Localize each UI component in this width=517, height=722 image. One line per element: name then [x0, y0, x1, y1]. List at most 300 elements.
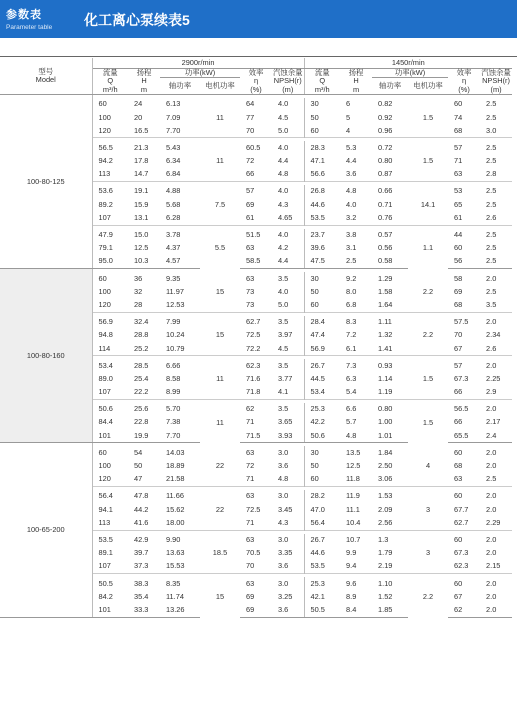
efficiency-cell: 60.5	[246, 142, 261, 152]
shaft-power-cell: 6.66	[166, 360, 181, 370]
efficiency-cell: 66	[246, 169, 255, 179]
flow-cell: 47.4	[310, 330, 325, 340]
npsh-cell: 3.0	[272, 446, 304, 459]
flow-header-1: 流量 Q m³/h	[92, 69, 128, 95]
efficiency-cell: 61	[246, 212, 255, 222]
head-cell: 22.2	[134, 387, 149, 397]
shaft-power-cell: 1.85	[372, 603, 408, 617]
shaft-power-cell: 1.29	[378, 273, 393, 283]
npsh-cell: 3.5	[272, 403, 304, 416]
npsh-header-1: 汽蚀余量 NPSH(r) (m)	[272, 68, 303, 94]
npsh-cell: 4.0	[272, 141, 304, 154]
flow-cell: 94.8	[98, 330, 113, 340]
npsh-cell: 3.97	[272, 329, 304, 342]
efficiency-cell: 70	[454, 330, 463, 340]
npsh-cell: 4.4	[272, 255, 304, 269]
head-cell: 38.3	[134, 578, 149, 588]
head-cell: 25.2	[134, 343, 149, 353]
efficiency-cell: 72	[246, 461, 255, 471]
shaft-power-cell: 0.96	[378, 125, 393, 135]
motor-power-cell: 14.1	[420, 199, 436, 209]
motor-power-cell: 1.5	[422, 112, 434, 122]
flow-cell: 89.0	[98, 373, 113, 383]
npsh-cell: 2.5	[486, 243, 497, 253]
efficiency-cell: 62.7	[454, 517, 469, 527]
npsh-cell: 2.0	[486, 491, 497, 501]
shaft-power-cell: 6.13	[166, 99, 181, 109]
shaft-power-cell: 0.56	[378, 243, 393, 253]
motor-power-cell: 18.5	[212, 548, 228, 558]
npsh-cell: 3.5	[272, 359, 304, 372]
shaft-power-cell: 7.09	[166, 112, 181, 122]
head-cell: 42.9	[134, 534, 149, 544]
npsh-cell: 2.17	[486, 417, 501, 427]
motor-power-cell: 1.5	[422, 373, 434, 383]
head-cell: 5	[346, 112, 351, 122]
efficiency-cell: 60	[454, 491, 463, 501]
npsh-cell: 2.0	[486, 534, 497, 544]
efficiency-cell: 53	[454, 186, 463, 196]
head-cell: 28.5	[134, 360, 149, 370]
shaft-power-cell: 6.84	[166, 169, 181, 179]
head-cell: 9.9	[346, 548, 357, 558]
npsh-cell: 4.0	[272, 98, 304, 111]
npsh-cell: 3.6	[272, 603, 304, 617]
flow-cell: 26.7	[310, 534, 325, 544]
npsh-cell: 2.29	[486, 517, 501, 527]
shaft-power-cell: 1.52	[378, 591, 393, 601]
head-cell: 37.3	[134, 561, 149, 571]
shaft-power-cell: 8.99	[166, 387, 181, 397]
efficiency-cell: 72.2	[246, 343, 261, 353]
npsh-cell: 3.45	[272, 503, 304, 516]
motor-power-cell: 11	[216, 417, 224, 427]
motor-power-cell: 22	[215, 504, 225, 514]
efficiency-cell: 58.5	[240, 255, 272, 269]
efficiency-cell: 63	[454, 169, 463, 179]
flow-cell: 26.8	[310, 186, 325, 196]
head-cell: 3.2	[346, 212, 357, 222]
shaft-power-cell: 13.63	[166, 548, 185, 558]
shaft-power-cell: 0.72	[378, 142, 393, 152]
head-cell: 13.5	[346, 447, 361, 457]
flow-cell: 50	[310, 286, 319, 296]
flow-cell: 107	[98, 561, 111, 571]
shaft-power-cell: 1.58	[378, 286, 393, 296]
npsh-cell: 3.6	[272, 560, 304, 574]
efficiency-cell: 68	[454, 299, 463, 309]
npsh-cell: 3.77	[272, 372, 304, 385]
table-top-rule	[0, 56, 517, 57]
efficiency-cell: 63	[246, 243, 255, 253]
head-header-1: 扬程 H m	[128, 69, 160, 95]
npsh-cell: 2.0	[480, 603, 512, 617]
flow-cell: 95.0	[92, 255, 128, 269]
shaft-power-cell: 0.71	[378, 199, 393, 209]
shaft-power-cell: 1.53	[378, 491, 393, 501]
flow-cell: 100	[98, 112, 111, 122]
shaft-power-cell: 7.99	[166, 317, 181, 327]
shaft-power-cell: 0.87	[378, 169, 393, 179]
motor-power-cell: 3	[425, 548, 431, 558]
flow-cell: 60	[98, 447, 107, 457]
efficiency-cell: 60	[454, 534, 463, 544]
head-cell: 11.1	[346, 504, 360, 514]
motor-power-cell: 15	[215, 330, 225, 340]
shaft-power-cell: 1.11	[378, 317, 392, 327]
efficiency-cell: 73	[246, 299, 255, 309]
eff-header-2: 效率 η (%)	[448, 69, 480, 95]
efficiency-cell: 68	[454, 461, 463, 471]
flow-cell: 47.5	[304, 255, 340, 269]
shaft-power-cell: 4.88	[166, 186, 181, 196]
flow-cell: 23.7	[310, 230, 325, 240]
npsh-cell: 2.9	[486, 387, 497, 397]
flow-cell: 53.6	[98, 186, 113, 196]
npsh-cell: 2.6	[486, 212, 497, 222]
flow-cell: 113	[98, 169, 111, 179]
head-cell: 5.7	[346, 417, 357, 427]
flow-cell: 56.9	[310, 343, 325, 353]
head-cell: 41.6	[134, 517, 149, 527]
flow-cell: 79.1	[98, 243, 113, 253]
shaft-power-cell: 6.34	[166, 156, 181, 166]
flow-cell: 89.1	[98, 548, 113, 558]
head-cell: 3.8	[346, 230, 357, 240]
model-header	[0, 58, 92, 94]
efficiency-cell: 57	[246, 186, 255, 196]
flow-header-2: 流量 Q m³/h	[304, 69, 340, 95]
page-header	[0, 0, 517, 38]
efficiency-cell: 62	[448, 603, 480, 617]
flow-cell: 107	[98, 212, 111, 222]
head-cell: 3.1	[346, 243, 357, 253]
motor-power-cell: 11	[216, 112, 224, 122]
npsh-cell: 3.25	[272, 590, 304, 603]
efficiency-cell: 71.5	[240, 429, 272, 443]
shaft-power-cell: 8.35	[166, 578, 181, 588]
flow-cell: 84.4	[98, 417, 113, 427]
npsh-cell: 2.0	[486, 317, 497, 327]
efficiency-cell: 71	[246, 474, 255, 484]
flow-cell: 50.6	[304, 429, 340, 443]
efficiency-cell: 72.5	[246, 330, 261, 340]
motor-power-cell: 1.1	[422, 243, 434, 253]
head-cell: 25.6	[134, 404, 149, 414]
model-name: 100-65-200	[0, 443, 92, 617]
shaft-power-cell: 12.53	[166, 299, 185, 309]
head-cell: 13.1	[134, 212, 149, 222]
shaft-power-cell: 11.66	[166, 491, 184, 501]
npsh-cell: 2.5	[486, 156, 497, 166]
shaft-power-header-2: 轴功率	[372, 78, 408, 95]
head-cell: 3.6	[346, 169, 357, 179]
flow-cell: 26.7	[310, 360, 325, 370]
efficiency-cell: 63	[454, 474, 463, 484]
head-cell: 10.4	[346, 517, 361, 527]
efficiency-cell: 68	[454, 125, 463, 135]
flow-cell: 56.9	[98, 317, 113, 327]
efficiency-cell: 56	[448, 255, 480, 269]
head-cell: 8.3	[346, 317, 357, 327]
head-cell: 5.4	[346, 387, 357, 397]
head-cell: 19.1	[134, 186, 149, 196]
npsh-cell: 4.5	[272, 342, 304, 356]
title-bar	[74, 0, 517, 38]
head-cell: 28	[134, 299, 143, 309]
flow-cell: 84.2	[98, 591, 113, 601]
flow-cell: 101	[92, 429, 128, 443]
head-cell: 25.4	[134, 373, 149, 383]
head-cell: 4.4	[346, 156, 357, 166]
shaft-power-cell: 8.58	[166, 373, 181, 383]
head-cell: 17.8	[134, 156, 149, 166]
shaft-power-header-1: 轴功率	[160, 78, 200, 95]
flow-cell: 60	[310, 474, 319, 484]
efficiency-cell: 65	[454, 199, 463, 209]
npsh-cell: 2.5	[486, 199, 497, 209]
flow-cell: 120	[98, 125, 111, 135]
efficiency-cell: 71	[246, 417, 255, 427]
page-title: 化工离心泵续表5	[84, 12, 190, 28]
efficiency-cell: 77	[246, 112, 255, 122]
motor-power-cell: 3	[425, 504, 431, 514]
shaft-power-cell: 0.66	[378, 186, 393, 196]
efficiency-cell: 63	[246, 447, 255, 457]
shaft-power-cell: 6.28	[166, 212, 181, 222]
shaft-power-cell: 14.03	[166, 447, 185, 457]
efficiency-cell: 61	[454, 212, 463, 222]
npsh-cell: 2.5	[486, 112, 497, 122]
flow-cell: 100	[98, 286, 111, 296]
shaft-power-cell: 5.68	[166, 199, 181, 209]
head-cell: 9.6	[346, 578, 357, 588]
shaft-power-cell: 18.00	[166, 517, 185, 527]
head-cell: 50	[134, 461, 143, 471]
shaft-power-cell: 1.84	[378, 447, 393, 457]
npsh-cell: 3.65	[272, 416, 304, 429]
shaft-power-cell: 7.70	[166, 125, 181, 135]
shaft-power-cell: 2.50	[378, 461, 393, 471]
flow-cell: 30	[310, 273, 319, 283]
speed-2900-header: 2900r/min	[92, 58, 304, 69]
head-cell: 32.4	[134, 317, 149, 327]
model-name: 100-80-125	[0, 94, 92, 268]
flow-cell: 53.4	[310, 387, 325, 397]
flow-cell: 60	[310, 125, 319, 135]
head-cell: 4.0	[346, 199, 357, 209]
npsh-cell: 2.4	[480, 429, 512, 443]
shaft-power-cell: 15.62	[166, 504, 185, 514]
table-body	[0, 94, 512, 617]
npsh-cell: 4.1	[272, 386, 304, 400]
shaft-power-cell: 11.97	[166, 286, 184, 296]
efficiency-cell: 70	[246, 561, 255, 571]
head-cell: 28.8	[134, 330, 149, 340]
npsh-cell: 2.0	[486, 360, 497, 370]
head-cell: 24	[134, 99, 143, 109]
shaft-power-cell: 1.64	[378, 299, 393, 309]
eff-header-1: 效率 η (%)	[240, 69, 272, 95]
npsh-cell: 3.0	[486, 125, 497, 135]
efficiency-cell: 67	[454, 343, 463, 353]
npsh-cell: 4.8	[272, 473, 304, 487]
efficiency-cell: 71	[246, 517, 255, 527]
npsh-cell: 2.5	[480, 255, 512, 269]
npsh-cell: 2.0	[486, 578, 497, 588]
flow-cell: 50.5	[98, 578, 113, 588]
head-cell: 12.5	[134, 243, 149, 253]
shaft-power-cell: 0.80	[378, 404, 393, 414]
npsh-cell: 2.5	[486, 186, 497, 196]
flow-cell: 28.3	[310, 142, 325, 152]
flow-cell: 47.1	[310, 156, 325, 166]
efficiency-cell: 67.3	[454, 373, 469, 383]
head-cell: 4.8	[346, 186, 357, 196]
shaft-power-cell: 0.93	[378, 360, 393, 370]
shaft-power-cell: 1.3	[378, 534, 389, 544]
npsh-cell: 3.93	[272, 429, 304, 443]
motor-power-cell: 2.2	[422, 286, 434, 296]
motor-power-cell: 11	[216, 156, 224, 166]
flow-cell: 44.6	[310, 199, 325, 209]
shaft-power-cell: 1.41	[378, 343, 393, 353]
flow-cell: 60	[98, 99, 107, 109]
flow-cell: 44.6	[310, 548, 325, 558]
shaft-power-cell: 7.70	[160, 429, 200, 443]
efficiency-cell: 67	[454, 591, 463, 601]
npsh-cell: 4.0	[272, 229, 304, 242]
npsh-cell: 3.5	[272, 272, 304, 285]
shaft-power-cell: 7.38	[166, 417, 181, 427]
efficiency-cell: 64	[246, 99, 255, 109]
shaft-power-cell: 5.70	[166, 404, 181, 414]
efficiency-cell: 62.3	[454, 561, 469, 571]
shaft-power-cell: 5.43	[166, 142, 181, 152]
shaft-power-cell: 0.58	[372, 255, 408, 269]
model-header-cn: 型号	[38, 66, 54, 76]
efficiency-cell: 74	[454, 112, 463, 122]
flow-cell: 60	[310, 299, 319, 309]
npsh-cell: 3.6	[272, 460, 304, 473]
shaft-power-cell: 18.89	[166, 461, 185, 471]
model-name: 100-80-160	[0, 269, 92, 443]
shaft-power-cell: 10.79	[166, 343, 185, 353]
flow-cell: 101	[92, 603, 128, 617]
npsh-cell: 2.8	[486, 169, 497, 179]
efficiency-cell: 60	[454, 447, 463, 457]
head-cell: 8.4	[340, 603, 372, 617]
head-cell: 54	[134, 447, 143, 457]
motor-power-cell: 1.5	[422, 156, 434, 166]
power-header-2: 功率(kW)	[372, 69, 448, 78]
head-cell: 19.9	[128, 429, 160, 443]
efficiency-cell: 60	[454, 578, 463, 588]
npsh-cell: 2.25	[486, 373, 501, 383]
head-cell: 6.1	[346, 343, 357, 353]
flow-cell: 44.5	[310, 373, 325, 383]
efficiency-cell: 69	[454, 286, 463, 296]
head-cell: 9.2	[346, 273, 357, 283]
efficiency-cell: 71.6	[246, 373, 261, 383]
head-cell: 16.5	[134, 125, 149, 135]
npsh-cell: 2.0	[486, 273, 497, 283]
badge-title: 参数表	[6, 9, 42, 21]
head-cell: 6.6	[346, 404, 357, 414]
flow-cell: 25.3	[310, 404, 325, 414]
efficiency-cell: 51.5	[246, 230, 261, 240]
head-cell: 6.3	[346, 373, 357, 383]
flow-cell: 53.5	[310, 212, 325, 222]
shaft-power-cell: 11.74	[166, 591, 184, 601]
flow-cell: 50	[310, 112, 319, 122]
npsh-cell: 4.4	[272, 155, 304, 168]
head-cell: 14.7	[134, 169, 149, 179]
flow-cell: 47.9	[98, 230, 113, 240]
flow-cell: 28.2	[310, 491, 325, 501]
head-cell: 47.8	[134, 491, 149, 501]
model-header-en: Model	[35, 74, 56, 84]
motor-power-cell: 22	[215, 461, 225, 471]
npsh-cell: 4.2	[272, 242, 304, 255]
shaft-power-cell: 0.80	[378, 156, 393, 166]
npsh-cell: 4.5	[272, 111, 304, 124]
head-cell: 32	[134, 286, 143, 296]
motor-power-cell: 2.2	[422, 591, 434, 601]
flow-cell: 120	[98, 299, 111, 309]
head-cell: 22.8	[134, 417, 149, 427]
efficiency-cell: 65.5	[448, 429, 480, 443]
shaft-power-cell: 4.37	[166, 243, 181, 253]
npsh-cell: 2.5	[486, 286, 497, 296]
flow-cell: 56.4	[310, 517, 325, 527]
efficiency-cell: 67.7	[454, 504, 469, 514]
shaft-power-cell: 3.78	[166, 230, 181, 240]
flow-cell: 114	[98, 343, 111, 353]
head-cell: 4.8	[340, 429, 372, 443]
head-cell: 47	[134, 474, 143, 484]
efficiency-cell: 63	[246, 491, 255, 501]
motor-power-cell: 7.5	[214, 199, 226, 209]
npsh-cell: 2.5	[486, 99, 497, 109]
flow-cell: 30	[310, 99, 319, 109]
head-cell: 4	[346, 125, 351, 135]
efficiency-cell: 58	[454, 273, 463, 283]
efficiency-cell: 63	[246, 578, 255, 588]
head-cell: 15.9	[134, 199, 149, 209]
power-header-1: 功率(kW)	[160, 69, 240, 78]
flow-cell: 42.2	[310, 417, 325, 427]
flow-cell: 100	[98, 461, 111, 471]
npsh-cell: 3.0	[272, 490, 304, 503]
efficiency-cell: 72	[246, 156, 255, 166]
flow-cell: 94.1	[98, 504, 113, 514]
head-cell: 10.7	[346, 534, 361, 544]
efficiency-cell: 62	[246, 404, 255, 414]
shaft-power-cell: 9.35	[166, 273, 181, 283]
npsh-cell: 3.35	[272, 547, 304, 560]
flow-cell: 53.5	[310, 561, 325, 571]
flow-cell: 50.6	[98, 404, 113, 414]
shaft-power-cell: 21.58	[166, 474, 185, 484]
shaft-power-cell: 10.24	[166, 330, 185, 340]
head-cell: 15.0	[134, 230, 149, 240]
motor-power-cell: 1.5	[422, 417, 434, 427]
shaft-power-cell: 0.76	[378, 212, 393, 222]
npsh-cell: 5.0	[272, 299, 304, 313]
npsh-cell: 2.0	[486, 404, 497, 414]
shaft-power-cell: 2.56	[378, 517, 393, 527]
